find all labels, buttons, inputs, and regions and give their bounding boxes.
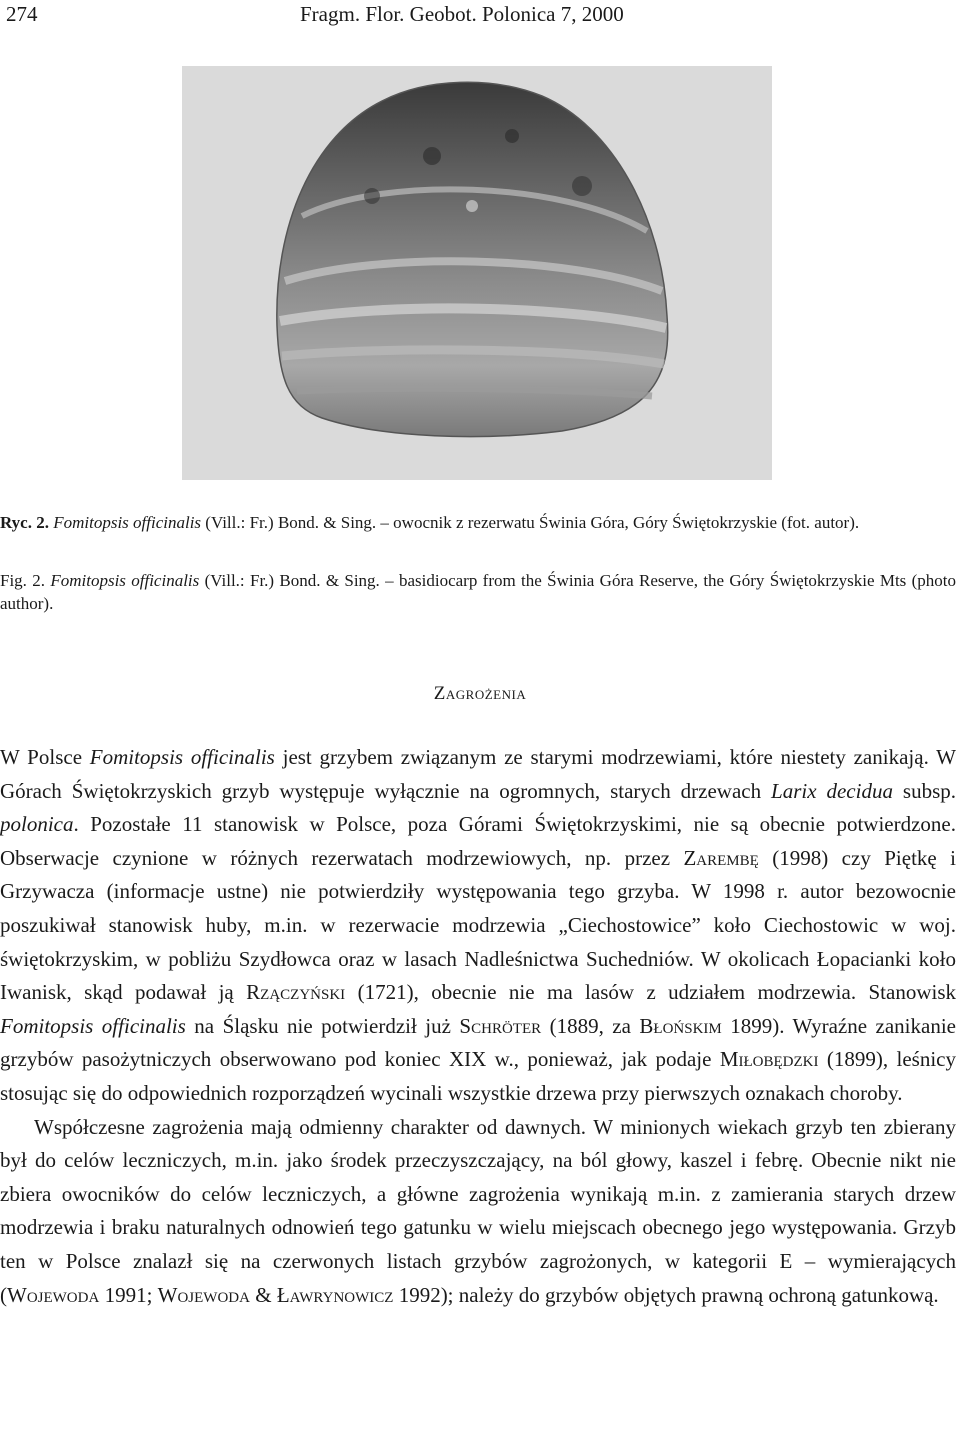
text-run: (1889, za — [541, 1013, 640, 1038]
text-run: . Pozostałe 11 stanowisk w Polsce, poza Górami Świętokrzyskimi, nie są obecnie potwierdzone. Obserwacje czynione w różnych rezerwatach modrzewiowych, np. przez — [0, 812, 956, 870]
paragraph — [0, 1111, 956, 1313]
author-name: Miłobędzki — [719, 1047, 819, 1072]
text-run: jest grzybem związanym ze starymi modrzewiami, które niestety zanikają. W Górach Świętokrzyskich grzyb występuje wyłącznie na ogromnych, starych drzewach — [0, 745, 956, 803]
caption-english — [0, 569, 956, 615]
caption-text: (Vill.: Fr.) Bond. & Sing. – basidiocarp from the Świnia Góra Reserve, the Góry Świętokrzyskie Mts (photo author). — [0, 571, 957, 613]
caption-polish — [0, 511, 956, 534]
page-header — [0, 0, 960, 28]
text-run: subsp. — [892, 778, 956, 803]
text-run: na Śląsku nie potwierdził już — [185, 1013, 460, 1038]
text-run: & — [249, 1282, 277, 1307]
species-name: polonica — [0, 812, 74, 837]
author-name: Schröter — [459, 1013, 542, 1038]
text-run: 1992); należy do grzybów objętych prawną ochroną gatunkową. — [393, 1282, 939, 1307]
body-text — [0, 741, 956, 1312]
text-run: (1998) czy Piętkę i Grzywacza (informacje ustne) nie potwierdziły występowania tego grzyba. W 1998 r. autor bezowocnie poszukiwał stanowisk huby, m.in. w rezerwacie modrzewia „Ciechostowice” koło Ciechostowic w woj. świętokrzyskim, w pobliżu Szydłowca oraz w lasach Nadleśnictwa Suchedniów. W okolicach Łopacianki koło Iwanisk, skąd podawał ją — [0, 845, 956, 1005]
species-name: Larix decidua — [771, 778, 893, 803]
author-name: Wojewoda — [7, 1282, 100, 1307]
page-number: 274 — [6, 2, 38, 26]
text-run: Współczesne zagrożenia mają odmienny charakter od dawnych. W minionych wiekach grzyb ten zbierany był do celów leczniczych, m.in. jako środek przeczyszczający, na ból głowy, kaszel i febrę. Obecnie nikt nie zbiera owocników do celów leczniczych, a główne zagrożenia wynikają m.in. z zamierania starych drzew modrzewia i braku naturalnych odnowień tego gatunku w wielu miejscach obecnego jego występowania. Grzyb ten w Polsce znalazł się na czerwonych listach grzybów zagrożonych, w kategorii E – wymierających ( — [0, 1114, 956, 1307]
caption-text: (Vill.: Fr.) Bond. & Sing. – owocnik z rezerwatu Świnia Góra, Góry Świętokrzyskie (fot. autor). — [201, 513, 860, 532]
species-name: Fomitopsis officinalis — [0, 1013, 186, 1038]
paragraph — [0, 741, 956, 1111]
caption-species: Fomitopsis officinalis — [50, 571, 200, 590]
caption-label: Fig. 2. — [0, 571, 46, 590]
section-heading: Zagrożenia — [433, 683, 527, 704]
author-name: Zarembę — [683, 845, 759, 870]
text-run: (1899), leśnicy stosując się do odpowiednich rozporządzeń wycinali wszystkie drzewa przy pierwszych oznakach choroby. — [0, 1047, 956, 1105]
text-run: W Polsce — [0, 745, 90, 769]
fungus-photo — [182, 66, 772, 480]
author-name: Wojewoda — [157, 1282, 250, 1307]
caption-label: Ryc. 2. — [0, 513, 49, 532]
author-name: Ławrynowicz — [276, 1282, 394, 1307]
author-name: Błońskim — [639, 1013, 722, 1038]
text-run: 1899). Wyraźne zanikanie grzybów pasożytniczych obserwowano pod koniec XIX w., ponieważ, jak podaje — [0, 1013, 956, 1072]
text-run: (1721), obecnie nie ma lasów z udziałem modrzewia. Stanowisk — [345, 980, 956, 1005]
author-name: Rzączyński — [246, 980, 346, 1005]
caption-species: Fomitopsis officinalis — [53, 513, 202, 532]
species-name: Fomitopsis officinalis — [89, 745, 275, 769]
text-run: 1991; — [99, 1282, 158, 1307]
running-title: Fragm. Flor. Geobot. Polonica 7, 2000 — [300, 2, 624, 26]
